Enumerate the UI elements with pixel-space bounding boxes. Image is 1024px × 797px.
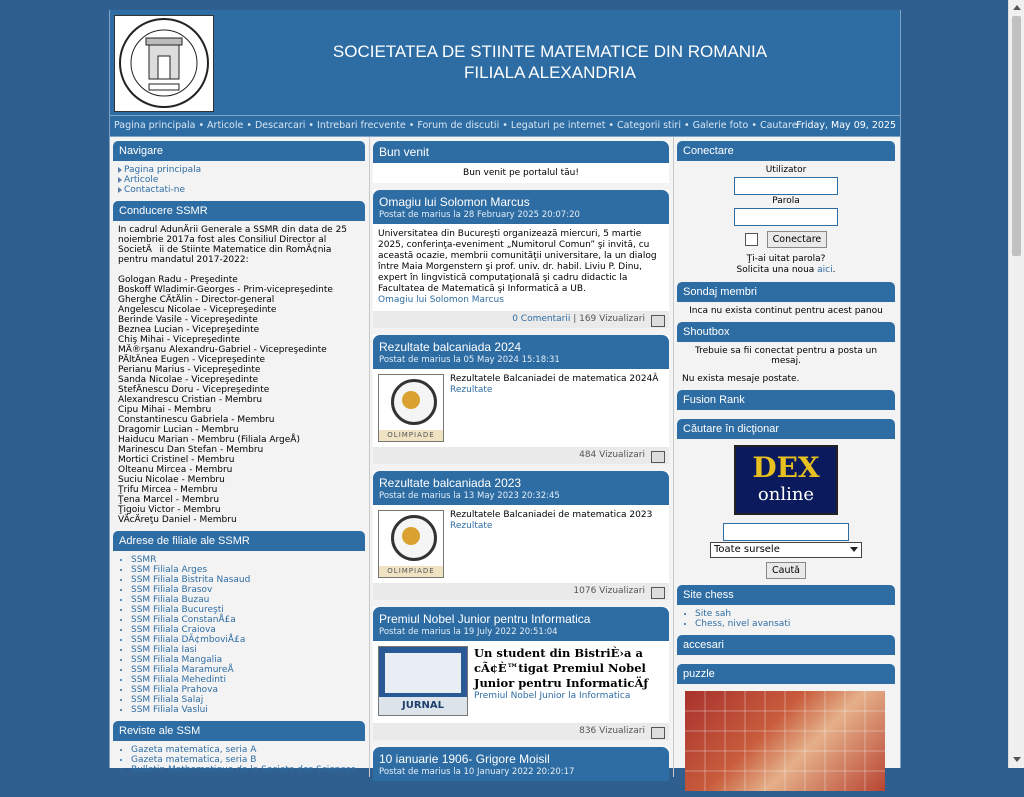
nav-separator: • <box>246 120 252 131</box>
right-sidebar <box>677 141 895 797</box>
news-item <box>373 747 669 781</box>
nav-links <box>114 120 798 131</box>
panel-title: accesari <box>677 635 895 655</box>
news-meta: Postat de marius la 19 July 2022 20:51:04 <box>379 627 558 637</box>
nav-separator: • <box>683 120 690 131</box>
filiala-link[interactable]: SSM Filiala Iasi <box>131 645 197 655</box>
news-footer <box>373 723 669 740</box>
member-entry: Gherghe CÄtÄlin - Director-general <box>118 295 275 305</box>
panel-shoutbox <box>677 322 895 390</box>
ssmr-logo <box>114 15 214 112</box>
navigare-item[interactable] <box>118 175 360 185</box>
filiala-link[interactable]: SSM Filiala Brasov <box>131 585 213 595</box>
puzzle-image[interactable] <box>685 691 885 791</box>
filiala-item[interactable] <box>131 605 360 615</box>
dex-select-value: Toate sursele <box>714 544 780 555</box>
navigare-link[interactable]: Contactati-ne <box>124 185 186 195</box>
footer-separator: | <box>570 314 580 324</box>
username-input[interactable] <box>734 177 838 195</box>
filiala-link[interactable]: SSM Filiala Arges <box>131 565 208 575</box>
member-entry: Perianu Marius - Vicepreşedinte <box>118 365 261 375</box>
revista-item[interactable] <box>131 755 360 765</box>
shoutbox-login-msg: Trebuie sa fii conectat pentru a posta un mesaj. <box>694 346 878 366</box>
password-label: Parola <box>772 196 800 206</box>
filiala-item[interactable] <box>131 565 360 575</box>
nav-link-faq[interactable]: Intrebari frecvente <box>317 120 406 131</box>
chess-link[interactable]: Site sah <box>695 609 732 619</box>
panel-title: Adrese de filiale ale SSMR <box>113 531 365 551</box>
panel-title: Reviste ale SSM <box>113 721 365 741</box>
member-entry: Alexandrescu Cristian - Membru <box>118 395 263 405</box>
nav-link-articles[interactable]: Articole <box>207 120 244 131</box>
login-form <box>677 161 895 282</box>
panel-sondaj <box>677 282 895 322</box>
news-item <box>373 471 669 600</box>
news-text: Rezultatele Balcaniadei de matematica 2023 <box>450 510 653 520</box>
member-entry: Chiş Mihai - Vicepreşedinte <box>118 335 240 345</box>
forgot-password-text: Ţi-ai uitat parola? <box>746 254 826 264</box>
reviste-body <box>113 741 365 781</box>
member-entry: Marinescu Dan Stefan - Membru <box>118 445 264 455</box>
news-body <box>373 224 669 311</box>
filiala-link[interactable]: SSM Filiala Buzau <box>131 595 210 605</box>
member-entry: VÄcÄreţu Daniel - Membru <box>118 515 237 525</box>
news-item <box>373 607 669 740</box>
news-title[interactable]: Rezultate balcaniada 2023 <box>379 476 522 490</box>
news-title[interactable]: Omagiu lui Solomon Marcus <box>379 195 530 209</box>
olimpiade-image <box>378 510 444 578</box>
shoutbox-empty: Nu exista mesaje postate. <box>682 374 800 384</box>
chevron-down-icon <box>850 547 858 552</box>
welcome-text: Bun venit pe portalul tău! <box>463 168 579 178</box>
nav-separator: • <box>608 120 615 131</box>
news-header <box>373 190 669 224</box>
member-entry: Constantinescu Gabriela - Membru <box>118 415 275 425</box>
revista-link[interactable]: Gazeta matematica, seria B <box>131 755 257 765</box>
left-sidebar <box>113 141 365 781</box>
welcome-panel <box>373 141 669 183</box>
panel-title: Căutare în dicţionar <box>677 419 895 439</box>
page <box>109 10 901 777</box>
filiala-link[interactable]: SSM Filiala Prahova <box>131 685 219 695</box>
filiala-item[interactable] <box>131 585 360 595</box>
olimpiade-label: OLIMPIADE <box>379 430 443 441</box>
site-title-line2: FILIALA ALEXANDRIA <box>464 63 636 82</box>
panel-reviste <box>113 721 365 781</box>
nav-separator: • <box>751 120 757 131</box>
site-title-line1: SOCIETATEA DE STIINTE MATEMATICE DIN ROMANIA <box>332 42 768 61</box>
nav-separator: • <box>502 120 508 131</box>
request-suffix: . <box>832 265 836 275</box>
member-entry: Ţigoiu Victor - Membru <box>118 505 221 515</box>
dex-logo-bottom: online <box>757 484 815 505</box>
nav-link-search[interactable]: Cautare <box>759 120 798 131</box>
username-label: Utilizator <box>765 165 807 175</box>
member-entry: MÄ®rşanu Alexandru-Gabriel - Vicepreşedinte <box>118 345 327 355</box>
navigare-link[interactable]: Articole <box>124 175 159 185</box>
member-entry: Angelescu Nicolae - Vicepreşedinte <box>118 305 277 315</box>
member-entry: Olteanu Mircea - Membru <box>118 465 233 475</box>
nav-link-downloads[interactable]: Descarcari <box>254 120 306 131</box>
top-navbar <box>110 116 900 137</box>
filiala-item[interactable] <box>131 655 360 665</box>
filiala-link[interactable]: SSM Filiala DÃ¢mboviÅ£a <box>131 635 246 645</box>
scroll-down-arrow[interactable] <box>1013 757 1021 762</box>
nav-link-news-categories[interactable]: Categorii stiri <box>617 120 681 131</box>
panel-conducere <box>113 201 365 531</box>
filiala-item[interactable] <box>131 645 360 655</box>
filiala-item[interactable] <box>131 675 360 685</box>
member-entry: Boskoff Wladimir-Georges - Prim-vicepreşedinte <box>118 285 333 295</box>
member-entry: StefÄnescu Doru - Vicepreşedinte <box>118 385 270 395</box>
news-header <box>373 607 669 641</box>
filiala-item[interactable] <box>131 685 360 695</box>
news-meta: Postat de marius la 10 January 2022 20:20:17 <box>379 767 575 777</box>
nav-link-home[interactable]: Pagina principala <box>114 120 196 131</box>
panel-title: Conectare <box>677 141 895 161</box>
member-entry: Ţena Marcel - Membru <box>118 495 220 505</box>
panel-title: Navigare <box>113 141 365 161</box>
filiala-item[interactable] <box>131 615 360 625</box>
filiala-link[interactable]: SSM Filiala Mehedinti <box>131 675 226 685</box>
login-row <box>682 231 890 248</box>
revista-link[interactable]: Gazeta matematica, seria A <box>131 745 257 755</box>
news-footer <box>373 311 669 328</box>
adrese-body <box>113 551 365 721</box>
dex-logo <box>734 445 838 515</box>
news-header <box>373 471 669 505</box>
news-meta: Postat de marius la 05 May 2024 15:18:31 <box>379 355 560 365</box>
filiala-link[interactable]: SSM Filiala Mangalia <box>131 655 223 665</box>
dex-search-button[interactable]: Caută <box>766 562 806 579</box>
filiala-link[interactable]: SSM Filiala ConstanÅ£a <box>131 615 236 625</box>
filiala-item[interactable] <box>131 635 360 645</box>
news-headline: Un student din BistriÈ›a a cÃ¢È™tigat Premiul Nobel Junior pentru InformaticÄƒ <box>474 646 649 690</box>
member-entry: Mortici Cristinel - Membru <box>118 455 235 465</box>
panel-accesari <box>677 635 895 655</box>
member-entry: Ţrifu Mircea - Membru <box>118 485 218 495</box>
puzzle-body <box>677 684 895 797</box>
panel-conectare <box>677 141 895 282</box>
welcome-title: Bun venit <box>373 141 669 163</box>
nav-link-forum[interactable]: Forum de discutii <box>417 120 500 131</box>
news-footer <box>373 583 669 600</box>
request-password <box>682 265 890 276</box>
navigare-link[interactable]: Pagina principala <box>124 165 202 175</box>
filiala-item[interactable] <box>131 625 360 635</box>
filiala-link[interactable]: SSMR <box>131 555 157 565</box>
news-body <box>373 641 669 723</box>
chess-item[interactable] <box>695 619 890 629</box>
panel-title: Sondaj membri <box>677 282 895 302</box>
chess-list <box>677 609 890 629</box>
print-icon[interactable] <box>651 727 665 739</box>
scroll-up-arrow[interactable] <box>1013 5 1021 10</box>
panel-title: Fusion Rank <box>677 390 895 410</box>
jurnal-image <box>378 646 468 716</box>
filiala-link[interactable]: SSM Filiala Craiova <box>131 625 216 635</box>
navigare-item[interactable] <box>118 185 360 195</box>
news-body <box>373 505 669 583</box>
news-views: 169 Vizualizari <box>579 314 645 324</box>
conducere-body <box>113 221 365 531</box>
news-title[interactable]: Premiul Nobel Junior pentru Informatica <box>379 612 591 626</box>
member-entry: Suciu Nicolae - Membru <box>118 475 225 485</box>
panel-title: puzzle <box>677 664 895 684</box>
reviste-list <box>113 745 360 775</box>
news-title[interactable]: Rezultate balcaniada 2024 <box>379 340 522 354</box>
column-divider <box>673 137 674 777</box>
news-views: 1076 Vizualizari <box>573 586 645 596</box>
panel-navigare <box>113 141 365 201</box>
panel-puzzle <box>677 664 895 797</box>
news-item <box>373 335 669 464</box>
dex-body <box>677 439 895 585</box>
column-divider <box>369 137 370 777</box>
member-entry: Sanda Nicolae - Vicepreşedinte <box>118 375 259 385</box>
request-password-link[interactable]: aici <box>817 265 833 275</box>
filiala-item[interactable] <box>131 705 360 715</box>
olimpiade-label: OLIMPIADE <box>379 566 443 577</box>
print-icon[interactable] <box>651 587 665 599</box>
filiala-link[interactable]: SSM Filiala Vaslui <box>131 705 208 715</box>
main-content <box>373 141 669 788</box>
current-date: Friday, May 09, 2025 <box>796 120 896 131</box>
news-text: Rezultatele Balcaniadei de matematica 2024Â <box>450 374 659 384</box>
scrollbar-thumb[interactable] <box>1012 16 1021 256</box>
member-entry: Beznea Lucian - Vicepreşedinte <box>118 325 260 335</box>
panel-dex <box>677 419 895 585</box>
request-prefix: Solicita una noua <box>736 265 818 275</box>
site-title <box>290 41 810 83</box>
conducere-members <box>118 275 360 525</box>
panel-fusion-rank <box>677 390 895 410</box>
nav-link-photo-gallery[interactable]: Galerie foto <box>692 120 749 131</box>
news-header <box>373 747 669 781</box>
login-button[interactable]: Conectare <box>767 231 828 248</box>
filiala-link[interactable]: SSM Filiala MaramureÅ <box>131 665 234 675</box>
panel-title: Shoutbox <box>677 322 895 342</box>
news-link[interactable]: Rezultate <box>450 385 493 395</box>
news-text: Universitatea din Bucureşti organizează miercuri, 5 martie 2025, conferinţa-eveniment „Numitorul Comun” şi invită, cu această ocazie, membrii comunităţii universitare, la un dialog între Maia Morgenstern şi prof. univ. dr. habil. Liviu P. Dinu, expert în lingvistică computaţională şi cadru didactic la Facultatea de Matematică şi Informatică a UB. <box>378 229 657 294</box>
news-footer <box>373 447 669 464</box>
navigare-item[interactable] <box>118 165 360 175</box>
panel-adrese <box>113 531 365 721</box>
site-header <box>110 10 900 116</box>
filiala-item[interactable] <box>131 595 360 605</box>
news-meta: Postat de marius la 28 February 2025 20:07:20 <box>379 210 580 220</box>
news-comments-link[interactable]: 0 Comentarii <box>512 314 571 324</box>
news-meta: Postat de marius la 13 May 2023 20:32:45 <box>379 491 560 501</box>
page-scrollbar[interactable] <box>1008 0 1024 768</box>
navigare-list <box>113 161 365 201</box>
dex-source-select[interactable] <box>710 542 862 558</box>
member-entry: Berinde Vasile - Vicepreşedinte <box>118 315 258 325</box>
nav-link-web-links[interactable]: Legaturi pe internet <box>510 120 606 131</box>
member-entry: Cipu Mihai - Membru <box>118 405 212 415</box>
news-views: 836 Vizualizari <box>579 726 645 736</box>
filiala-item[interactable] <box>131 665 360 675</box>
news-views: 484 Vizualizari <box>579 450 645 460</box>
nav-separator: • <box>308 120 315 131</box>
chess-item[interactable] <box>695 609 890 619</box>
password-input[interactable] <box>734 208 838 226</box>
jurnal-label: JURNAL <box>379 697 467 715</box>
news-item <box>373 190 669 328</box>
filiala-link[interactable]: SSM Filiala Salaj <box>131 695 204 705</box>
member-entry: Haiducu Marian - Membru (Filiala ArgeÅ) <box>118 435 300 445</box>
panel-title: Site chess <box>677 585 895 605</box>
revista-item[interactable] <box>131 745 360 755</box>
revista-item[interactable] <box>131 765 360 775</box>
filiala-link[interactable]: SSM Filiala Bucureşti <box>131 605 224 615</box>
filiala-link[interactable]: SSM Filiala Bistrita Nasaud <box>131 575 251 585</box>
sondaj-text: Inca nu exista continut pentru acest panou <box>689 306 883 316</box>
revista-link[interactable]: Bulletin Mathematique de la Societe des Sciences <box>131 765 356 775</box>
olimpiade-image <box>378 374 444 442</box>
filiala-item[interactable] <box>131 695 360 705</box>
print-icon[interactable] <box>651 315 665 327</box>
chess-link[interactable]: Chess, nivel avansati <box>695 619 791 629</box>
member-entry: PÄltÄnea Eugen - Vicepreşedinte <box>118 355 266 365</box>
filiala-item[interactable] <box>131 555 360 565</box>
member-entry: Dragomir Lucian - Membru <box>118 425 239 435</box>
filiala-item[interactable] <box>131 575 360 585</box>
adrese-list <box>113 555 360 715</box>
dex-logo-top: DEX <box>752 451 820 484</box>
remember-checkbox[interactable] <box>745 233 758 246</box>
conducere-intro: In cadrul AdunÄrii Generale a SSMR din data de 25 noiembrie 2017a fost ales Consiliul Director al SocietÄii de Stiinte Matematice din RomÃ¢nia pentru mandatul 2017-2022: <box>118 225 348 265</box>
member-entry: Gologan Radu - Preşedinte <box>118 275 238 285</box>
news-body <box>373 369 669 447</box>
panel-title: Conducere SSMR <box>113 201 365 221</box>
chess-body <box>677 605 895 635</box>
panel-chess <box>677 585 895 635</box>
nav-separator: • <box>408 120 415 131</box>
shoutbox-body <box>677 342 895 390</box>
news-link[interactable]: Rezultate <box>450 521 493 531</box>
news-title[interactable]: 10 ianuarie 1906- Grigore Moisil <box>379 752 550 766</box>
dex-search-input[interactable] <box>723 523 849 541</box>
print-icon[interactable] <box>651 451 665 463</box>
news-link[interactable]: Premiul Nobel Junior la Informatica <box>474 691 631 701</box>
news-link[interactable]: Omagiu lui Solomon Marcus <box>378 295 504 305</box>
news-header <box>373 335 669 369</box>
nav-separator: • <box>198 120 205 131</box>
